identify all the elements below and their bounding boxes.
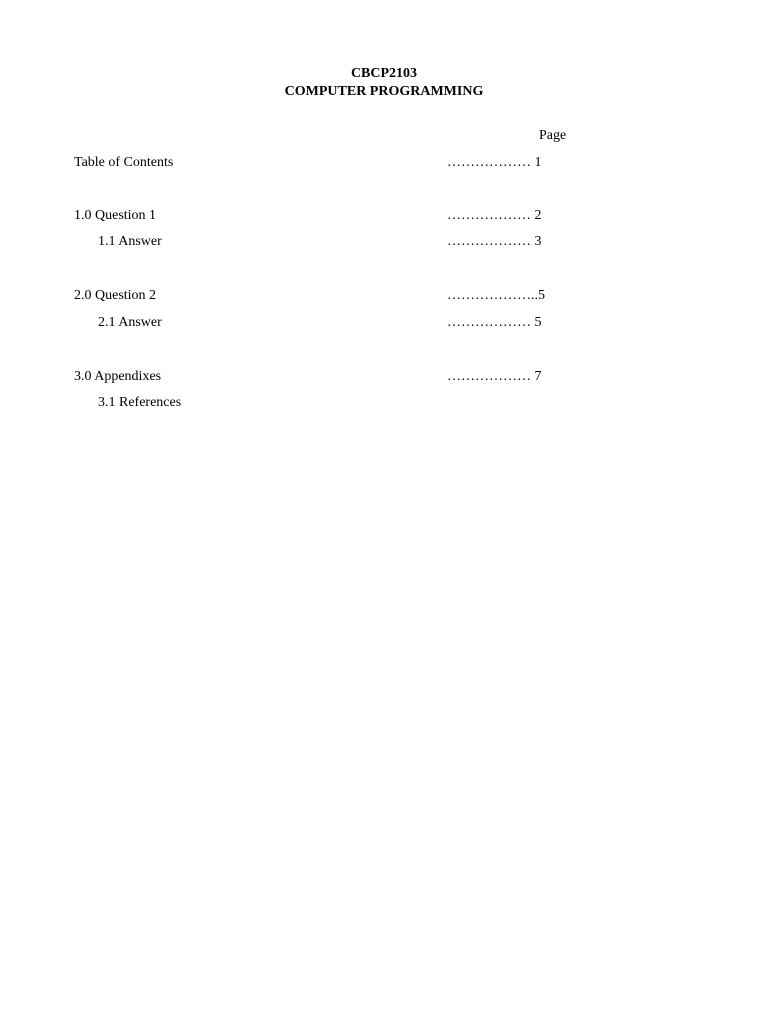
toc-entry-label: 2.0 Question 2 [74, 288, 157, 303]
toc-entry-page: ……………… 1 [447, 155, 542, 170]
toc-entry-page: ……………… 2 [447, 208, 542, 223]
toc-entry-label: Table of Contents [74, 155, 174, 170]
toc-entry-page: ………………..5 [447, 288, 545, 303]
toc-subentry-label: 1.1 Answer [98, 234, 162, 249]
page-column-header: Page [539, 128, 567, 143]
toc-subentry-page: ……………… 3 [447, 234, 542, 249]
toc-subentry-label: 3.1 References [98, 395, 182, 410]
course-title: COMPUTER PROGRAMMING [284, 84, 484, 99]
toc-entry-label: 1.0 Question 1 [74, 208, 157, 223]
toc-entry-label: 3.0 Appendixes [74, 369, 162, 384]
toc-subentry-page: ……………… 5 [447, 315, 542, 330]
toc-entry-page: ……………… 7 [447, 369, 542, 384]
toc-subentry-label: 2.1 Answer [98, 315, 162, 330]
course-code: CBCP2103 [350, 66, 418, 81]
